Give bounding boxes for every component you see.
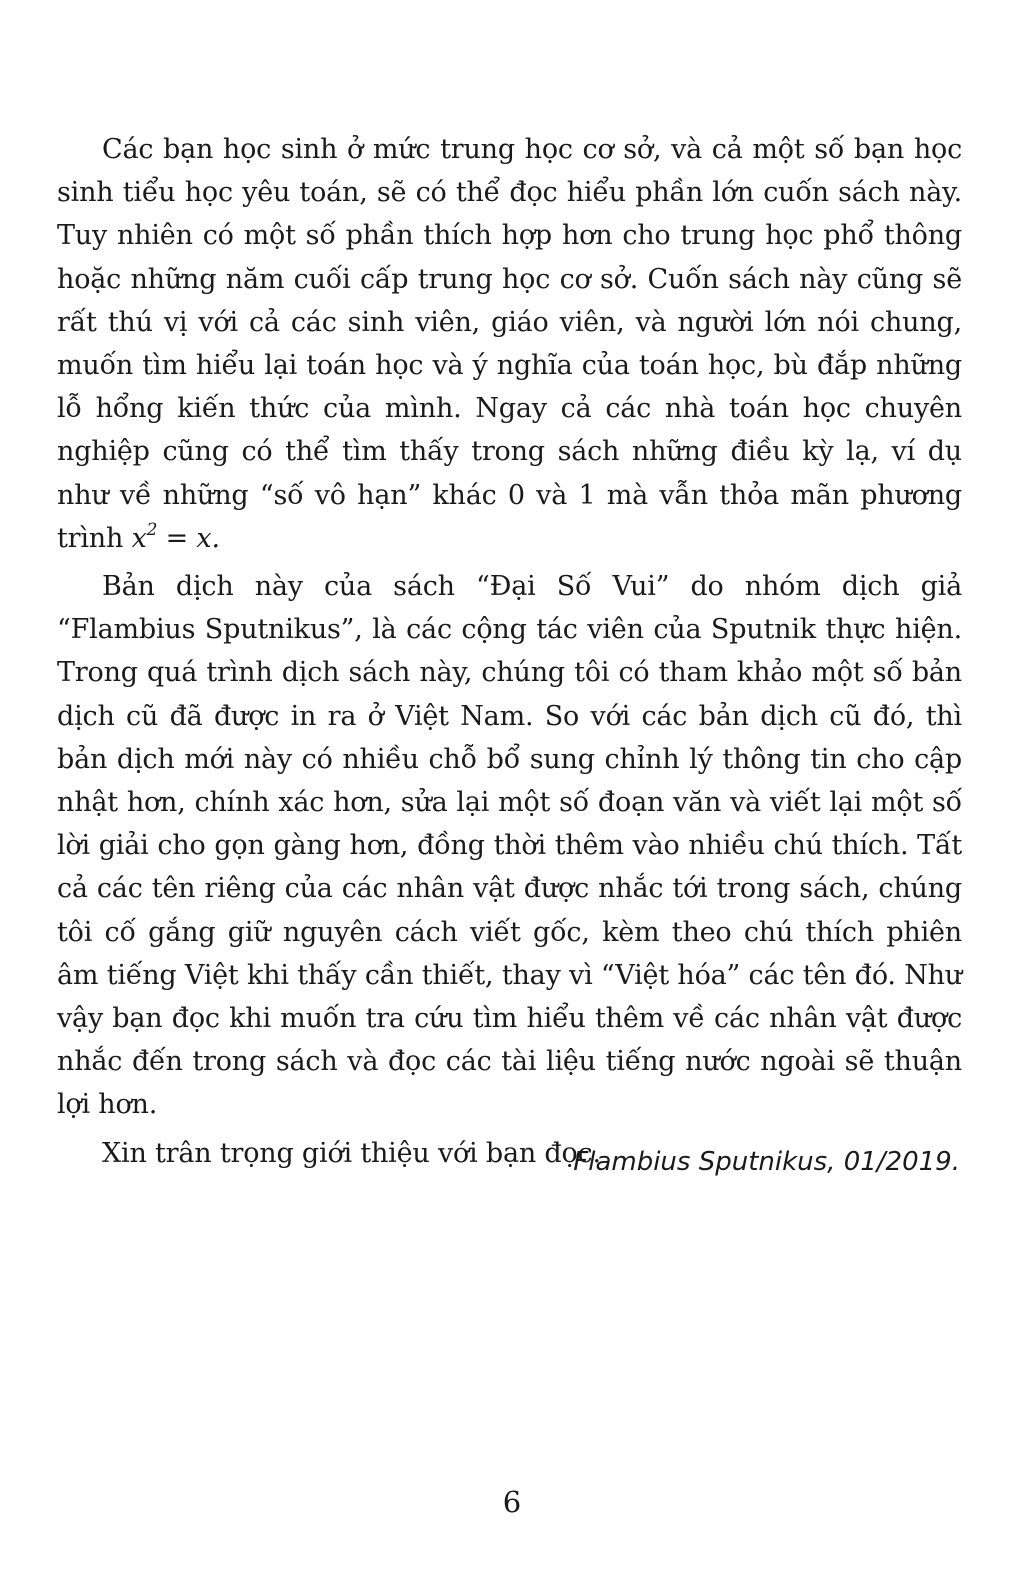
paragraph-closing: Xin trân trọng giới thiệu với bạn đọc. [102, 1137, 601, 1169]
signature: Flambius Sputnikus, 01/2019. [573, 1147, 960, 1177]
paragraph-intro-text: Các bạn học sinh ở mức trung học cơ sở, và cả một số bạn học sinh tiểu học yêu toán, sẽ có thể đọc hiểu phần lớn cuốn sách này. Tuy nhiên có một số phần thích hợp hơn cho trung học phổ thông hoặc những năm cuối cấp trung học cơ sở. Cuốn sách này cũng sẽ rất thú vị với cả các sinh viên, giáo viên, và người lớn nói chung, muốn tìm hiểu lại toán học và ý nghĩa của toán học, bù đắp những lỗ hổng kiến thức của mình. Ngay cả các nhà toán học chuyên nghiệp cũng có thể tìm thấy trong sách những điều kỳ lạ, ví dụ như về những “số vô hạn” khác 0 và 1 mà vẫn thỏa mãn phương trình [57, 134, 962, 554]
page-number: 6 [502, 1485, 522, 1519]
equation-rhs: = x. [165, 522, 220, 554]
paragraph-intro [57, 128, 962, 560]
equation-exponent: 2 [146, 519, 158, 540]
page-body [57, 128, 962, 1175]
equation [131, 519, 220, 554]
paragraph-translation: Bản dịch này của sách “Đại Số Vui” do nhóm dịch giả “Flambius Sputnikus”, là các cộng tác viên của Sputnik thực hiện. Trong quá trình dịch sách này, chúng tôi có tham khảo một số bản dịch cũ đã được in ra ở Việt Nam. So với các bản dịch cũ đó, thì bản dịch mới này có nhiều chỗ bổ sung chỉnh lý thông tin cho cập nhật hơn, chính xác hơn, sửa lại một số đoạn văn và viết lại một số lời giải cho gọn gàng hơn, đồng thời thêm vào nhiều chú thích. Tất cả các tên riêng của các nhân vật được nhắc tới trong sách, chúng tôi cố gắng giữ nguyên cách viết gốc, kèm theo chú thích phiên âm tiếng Việt khi thấy cần thiết, thay vì “Việt hóa” các tên đó. Như vậy bạn đọc khi muốn tra cứu tìm hiểu thêm về các nhân vật được nhắc đến trong sách và đọc các tài liệu tiếng nước ngoài sẽ thuận lợi hơn. [57, 571, 962, 1121]
equation-base: x [131, 522, 147, 554]
